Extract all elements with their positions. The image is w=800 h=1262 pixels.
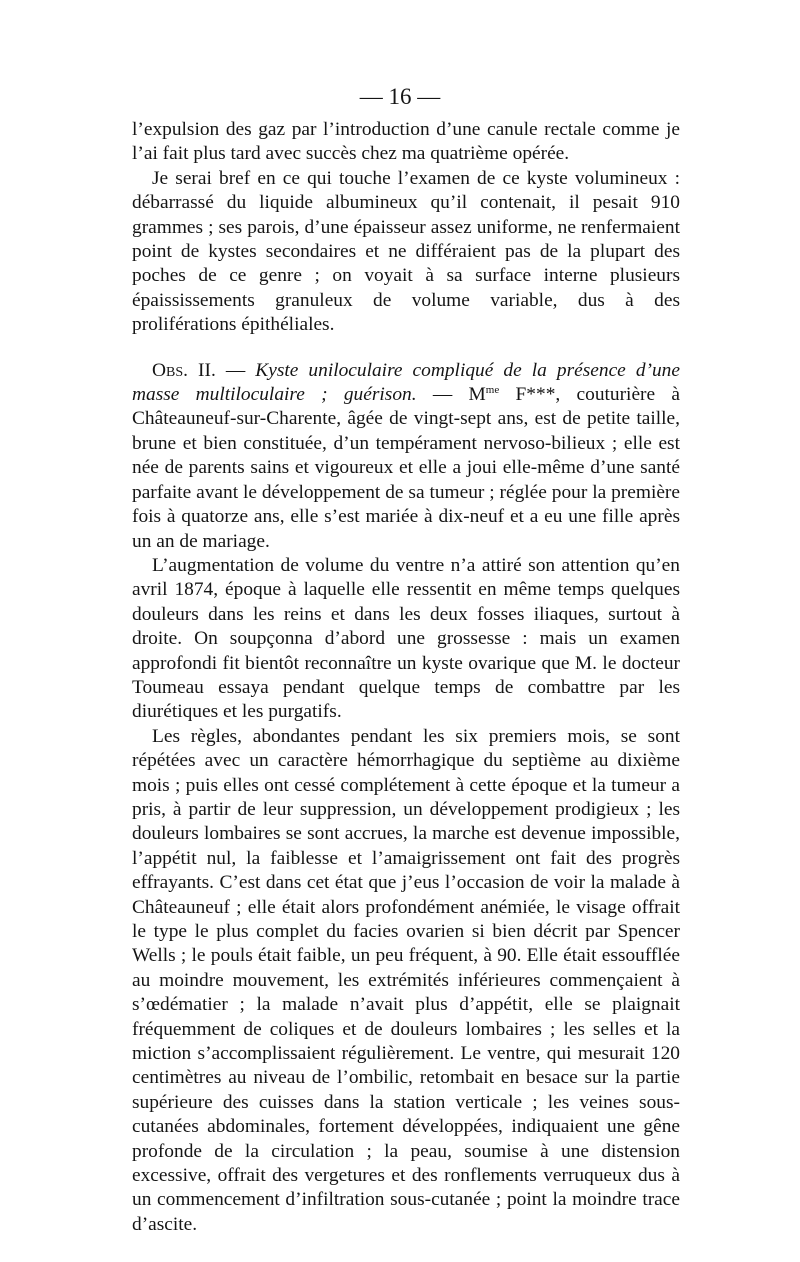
observation-dash: — <box>215 359 256 381</box>
paragraph-continuation: l’expulsion des gaz par l’introduction d’une canule rectale comme je l’ai fait plus tard avec succès chez ma quatrième opérée. <box>132 119 680 165</box>
paragraph-cyst-examination: Je serai bref en ce qui touche l’examen de ce kyste volumineux : débarrassé du liquide albumineux qu’il contenait, il pesait 910 grammes ; ses parois, d’une épaisseur assez uniforme, ne renfermaient point de kystes secondaires et ne différaient pas de la plupart des poches de ce genre ; on voyait à sa surface interne plusieurs épaississements granuleux de volume variable, dus à des proliférations épithéliales. <box>132 167 680 336</box>
body-text <box>132 118 680 1237</box>
observation-paragraph <box>132 359 680 554</box>
observation-label: Obs. II. <box>152 359 216 381</box>
paragraph-onset: L’augmentation de volume du ventre n’a attiré son attention qu’en avril 1874, époque à laquelle elle ressentit en même temps quelques douleurs dans les reins et dans les deux fosses iliaques, surtout à droite. On soupçonna d’abord une grossesse : mais un examen approfondi fit bientôt reconnaître un kyste ovarique que M. le docteur Toumeau essaya pendant quelque temps de combattre par les diurétiques et les purgatifs. <box>132 554 680 723</box>
observation-dash-2: — M <box>416 384 486 406</box>
honorific-superscript: me <box>485 384 500 397</box>
patient-name: F*** <box>499 384 556 406</box>
observation-title: Kyste uniloculaire compliqué de la présence d’une masse multiloculaire ; guérison. <box>132 359 680 406</box>
observation-text: , couturière à Châteauneuf-sur-Charente, âgée de vingt-sept ans, est de petite taille, brune et bien constituée, d’un tempérament nervoso-bilieux ; elle est née de parents sains et vigoureux et elle a joui elle-même d’une santé parfaite avant le développement de sa tumeur ; réglée pour la première fois à quatorze ans, elle s’est mariée à dix-neuf et a eu une fille après un an de mariage. <box>132 384 681 552</box>
page-number: — 16 — <box>359 84 441 109</box>
paragraph-symptoms: Les règles, abondantes pendant les six premiers mois, se sont répétées avec un caractère hémorrhagique du septième au dixième mois ; puis elles ont cessé complétement à cette époque et la tumeur a pris, à partir de leur suppression, un développement prodigieux ; les douleurs lombaires se sont accrues, la marche est devenue impossible, l’appétit nul, la faiblesse et l’amaigrissement ont fait des progrès effrayants. C’est dans cet état que j’eus l’occasion de voir la malade à Châteauneuf ; elle était alors profondément anémiée, le visage offrait le type le plus complet du facies ovarien si bien décrit par Spencer Wells ; le pouls était faible, un peu fréquent, à 90. Elle était essoufflée au moindre mouvement, les extrémités inférieures commençaient à s’œdématier ; la malade n’avait plus d’appétit, elle se plaignait fréquemment de coliques et de douleurs lombaires ; les selles et la miction s’accomplissaient régulièrement. Le ventre, qui mesurait 120 centimètres au niveau de l’ombilic, retombait en besace sur la partie supérieure des cuisses dans la station verticale ; les veines sous-cutanées abdominales, fortement développées, indiquaient une gêne profonde de la circulation ; la peau, soumise à une distension excessive, offrait des vergetures et des ronflements verruqueux dus à un commencement d’infiltration sous-cutanée ; point la moindre trace d’ascite. <box>132 725 680 1235</box>
